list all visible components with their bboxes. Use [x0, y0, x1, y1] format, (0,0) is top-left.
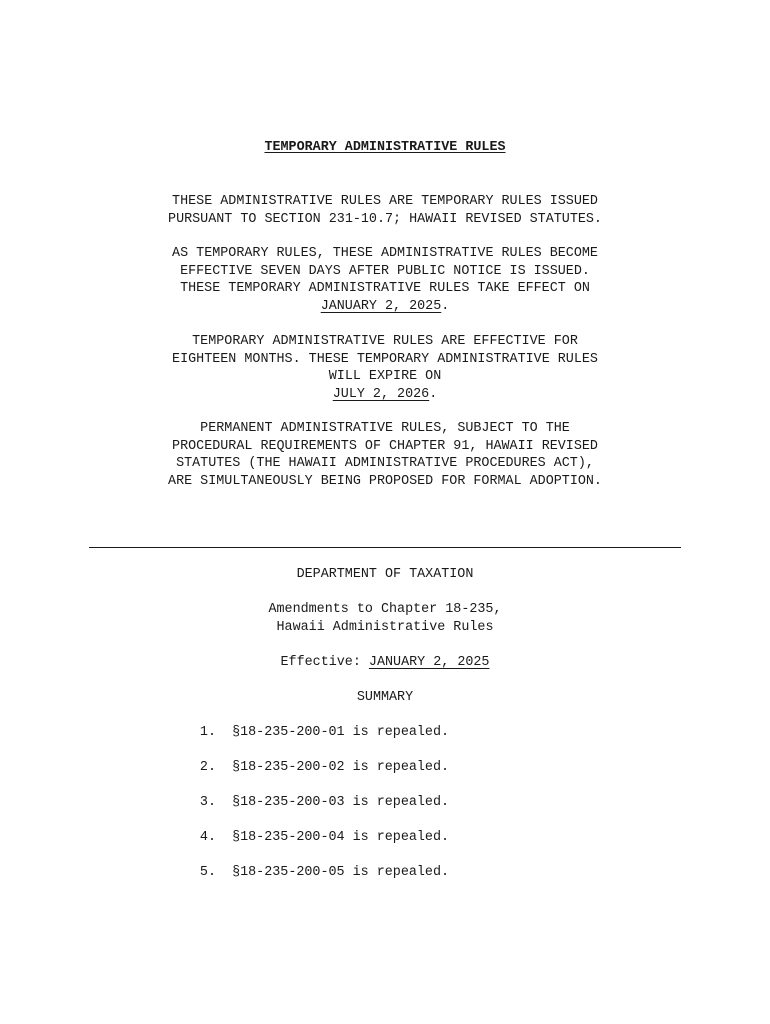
paragraph-line: ARE SIMULTANEOUSLY BEING PROPOSED FOR FORMAL ADOPTION. [168, 473, 602, 489]
paragraph-line: EFFECTIVE SEVEN DAYS AFTER PUBLIC NOTICE IS ISSUED. [180, 263, 590, 279]
document-title: TEMPORARY ADMINISTRATIVE RULES [264, 140, 506, 155]
paragraph-line: WILL EXPIRE ON [328, 369, 442, 385]
list-item [170, 829, 449, 847]
item-number: 4. [199, 829, 216, 845]
paragraph-issuance [85, 193, 685, 228]
item-number: 2. [199, 759, 216, 775]
list-item [170, 759, 449, 777]
paragraph-line: STATUTES (THE HAWAII ADMINISTRATIVE PROCEDURES ACT), [176, 456, 594, 472]
paragraph-effective [85, 245, 685, 315]
paragraph-line: TEMPORARY ADMINISTRATIVE RULES ARE EFFECTIVE FOR [192, 334, 578, 349]
item-number: 3. [199, 794, 216, 810]
paragraph-line: THESE ADMINISTRATIVE RULES ARE TEMPORARY RULES ISSUED [172, 194, 598, 209]
item-number: 5. [199, 864, 216, 880]
amendments-line: Amendments to Chapter 18-235, [268, 602, 502, 617]
paragraph-line: AS TEMPORARY RULES, THESE ADMINISTRATIVE RULES BECOME [172, 246, 598, 261]
effective-date: JANUARY 2, 2025 [368, 655, 490, 670]
list-item [170, 794, 449, 812]
expiration-date: JULY 2, 2026 [332, 386, 430, 402]
effective-line [85, 654, 685, 672]
paragraph-line: THESE TEMPORARY ADMINISTRATIVE RULES TAKE EFFECT ON [180, 281, 590, 297]
paragraph-line [85, 298, 685, 316]
item-number: 1. [199, 725, 216, 740]
list-item [170, 864, 449, 882]
list-item [170, 724, 449, 742]
item-text: §18-235-200-03 is repealed. [232, 794, 450, 810]
paragraph-line [85, 386, 685, 404]
summary-list [170, 724, 449, 898]
paragraph-line: PURSUANT TO SECTION 231-10.7; HAWAII REVISED STATUTES. [168, 211, 602, 227]
effective-label: Effective: [280, 655, 369, 670]
date-suffix: . [441, 298, 450, 314]
effective-row [85, 654, 685, 672]
paragraph-line: PERMANENT ADMINISTRATIVE RULES, SUBJECT TO THE [200, 421, 570, 436]
item-text: §18-235-200-01 is repealed. [232, 725, 450, 740]
amendments-line: Hawaii Administrative Rules [276, 619, 494, 635]
paragraph-expiration [85, 333, 685, 403]
date-suffix: . [429, 386, 438, 402]
item-text: §18-235-200-05 is repealed. [232, 864, 450, 880]
paragraph-line: EIGHTEEN MONTHS. THESE TEMPORARY ADMINISTRATIVE RULES [172, 351, 598, 367]
paragraph-permanent-rules [85, 420, 685, 490]
amendments-heading [85, 601, 685, 636]
summary-heading: SUMMARY [356, 690, 414, 705]
item-text: §18-235-200-02 is repealed. [232, 759, 450, 775]
item-text: §18-235-200-04 is repealed. [232, 829, 450, 845]
horizontal-divider [89, 547, 681, 548]
paragraph-line: PROCEDURAL REQUIREMENTS OF CHAPTER 91, HAWAII REVISED [172, 438, 598, 454]
effective-date: JANUARY 2, 2025 [320, 298, 442, 314]
department-name: DEPARTMENT OF TAXATION [296, 567, 474, 582]
